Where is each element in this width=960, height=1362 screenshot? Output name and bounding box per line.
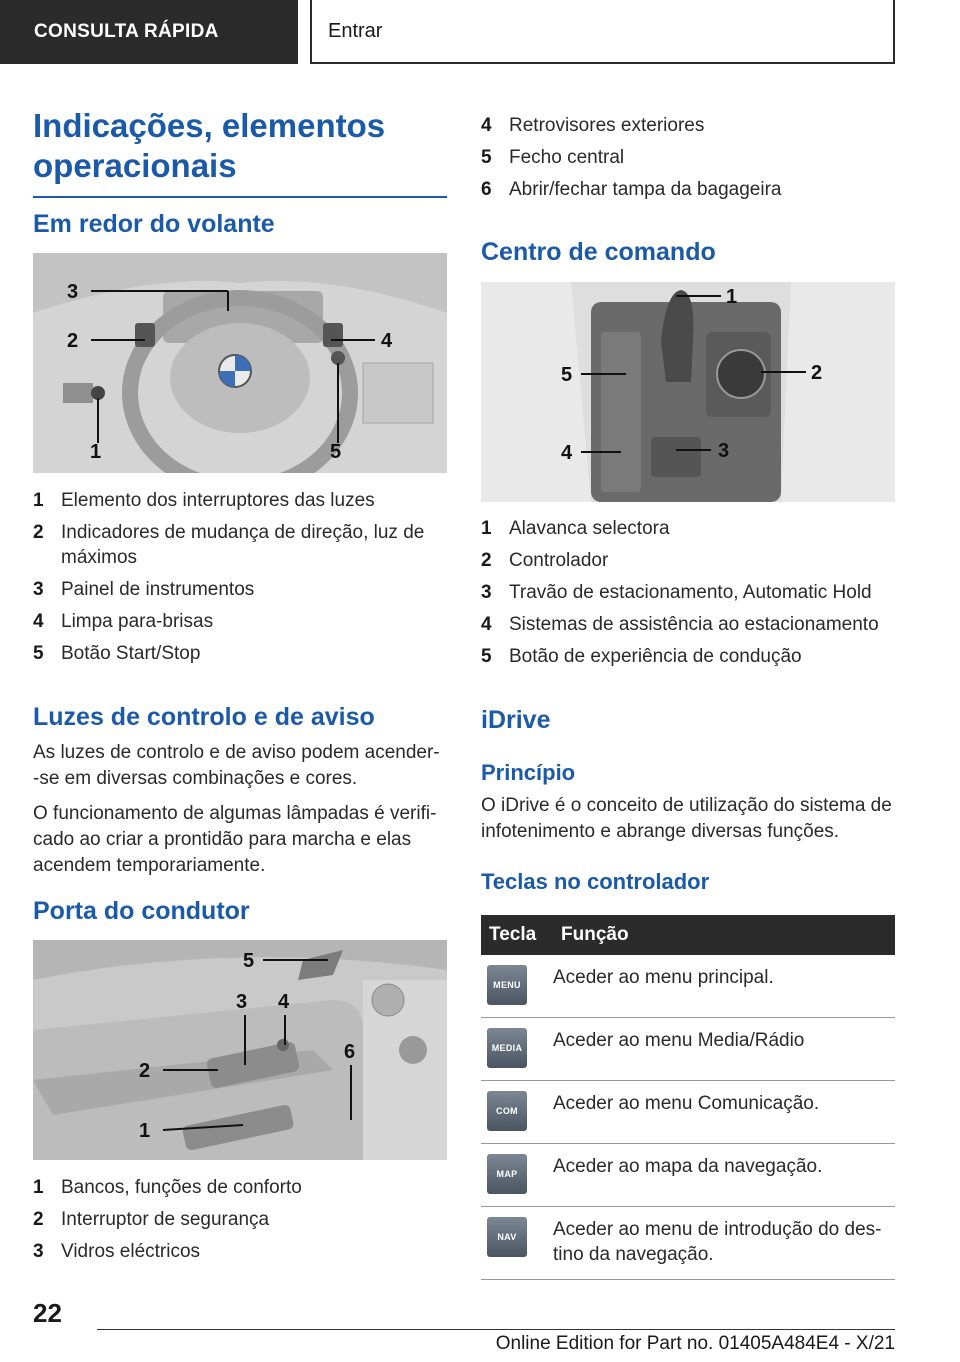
- com-key-icon: COM: [487, 1091, 527, 1131]
- page-tab[interactable]: Entrar: [310, 0, 895, 64]
- section-tab[interactable]: CONSULTA RÁPIDA: [0, 0, 298, 64]
- table-row: [481, 1081, 895, 1144]
- page-number: 22: [33, 1298, 62, 1328]
- table-cell-function: Aceder ao menu Comunicação.: [553, 1081, 895, 1144]
- list-item: 5 Botão Start/Stop: [33, 643, 201, 664]
- table-row: [481, 955, 895, 1018]
- table-row: [481, 1018, 895, 1081]
- idrive-heading: iDrive: [481, 706, 551, 734]
- page-title: Indicações, elementos operacionais: [33, 107, 386, 184]
- page-title-block: [33, 106, 447, 198]
- svg-text:3: 3: [236, 991, 248, 1013]
- list-item: 2 Controlador: [481, 550, 609, 571]
- door-legend: [33, 1175, 447, 1264]
- steering-heading: Em redor do volante: [33, 210, 275, 238]
- table-cell-function: Aceder ao menu principal.: [553, 955, 895, 1018]
- table-row: [481, 1207, 895, 1280]
- svg-text:5: 5: [243, 950, 255, 972]
- svg-text:1: 1: [90, 441, 102, 463]
- table-cell-function: Aceder ao menu de introdução do des‐tino da navegação.: [553, 1207, 895, 1280]
- svg-text:1: 1: [139, 1120, 151, 1142]
- list-item: 4 Sistemas de assistência ao estacionamento: [481, 614, 879, 635]
- door-legend-continued: [481, 113, 895, 202]
- table-cell-function: Aceder ao menu Media/Rádio: [553, 1018, 895, 1081]
- svg-text:3: 3: [67, 281, 79, 303]
- svg-text:3: 3: [718, 440, 730, 462]
- list-item: 4 Retrovisores exteriores: [481, 115, 705, 136]
- svg-text:2: 2: [67, 330, 79, 352]
- list-item: 1 Elemento dos interruptores das luzes: [33, 490, 375, 511]
- list-item: 2 Indicadores de mudança de direção, luz de máximos: [33, 522, 425, 568]
- top-bar: [0, 0, 960, 66]
- warning-paragraph-2: O funcionamento de algumas lâmpadas é verifi‐cado ao criar a prontidão para marcha e elas acendem temporariamente.: [33, 803, 437, 876]
- map-key-icon: MAP: [487, 1154, 527, 1194]
- svg-text:4: 4: [278, 991, 290, 1013]
- svg-text:2: 2: [811, 362, 823, 384]
- svg-text:4: 4: [381, 330, 393, 352]
- list-item: 6 Abrir/fechar tampa da bagageira: [481, 179, 782, 200]
- media-key-icon: MEDIA: [487, 1028, 527, 1068]
- center-console-figure: [481, 282, 895, 502]
- list-item: 5 Fecho central: [481, 147, 625, 168]
- steering-legend: [33, 488, 447, 666]
- table-cell-function: Aceder ao mapa da navegação.: [553, 1144, 895, 1207]
- list-item: 1 Bancos, funções de conforto: [33, 1177, 302, 1198]
- keys-heading: Teclas no controlador: [481, 869, 710, 894]
- menu-key-icon: MENU: [487, 965, 527, 1005]
- column-header-function: Função: [553, 915, 895, 955]
- nav-key-icon: NAV: [487, 1217, 527, 1257]
- svg-text:1: 1: [726, 286, 738, 308]
- list-item: 1 Alavanca selectora: [481, 518, 670, 539]
- console-legend: [481, 516, 895, 669]
- title-divider: [33, 196, 447, 198]
- door-heading: Porta do condutor: [33, 897, 250, 925]
- edition-footer: Online Edition for Part no. 01405A484E4 - X/21: [495, 1333, 895, 1354]
- list-item: 5 Botão de experiência de condução: [481, 646, 802, 667]
- svg-text:5: 5: [561, 364, 573, 386]
- warning-heading: Luzes de controlo e de aviso: [33, 703, 375, 731]
- column-header-key: Tecla: [481, 915, 553, 955]
- table-row: [481, 1144, 895, 1207]
- footer-divider: [97, 1329, 895, 1330]
- controller-keys-table: [481, 915, 895, 1280]
- list-item: 3 Painel de instrumentos: [33, 579, 255, 600]
- steering-wheel-figure: [33, 253, 447, 473]
- console-heading: Centro de comando: [481, 238, 716, 266]
- svg-text:4: 4: [561, 442, 573, 464]
- warning-paragraph-1: As luzes de controlo e de aviso podem acender-‑se em diversas combinações e cores.: [33, 742, 440, 789]
- list-item: 3 Vidros eléctricos: [33, 1241, 201, 1262]
- list-item: 4 Limpa para-brisas: [33, 611, 214, 632]
- svg-text:5: 5: [330, 441, 342, 463]
- list-item: 2 Interruptor de segurança: [33, 1209, 270, 1230]
- principle-paragraph: O iDrive é o conceito de utilização do sistema de infotenimento e abrange diversas funções.: [481, 795, 892, 842]
- svg-text:2: 2: [139, 1060, 151, 1082]
- table-header-row: [481, 915, 895, 955]
- svg-text:6: 6: [344, 1041, 356, 1063]
- principle-heading: Princípio: [481, 760, 576, 785]
- driver-door-figure: [33, 940, 447, 1160]
- list-item: 3 Travão de estacionamento, Automatic Hold: [481, 582, 872, 603]
